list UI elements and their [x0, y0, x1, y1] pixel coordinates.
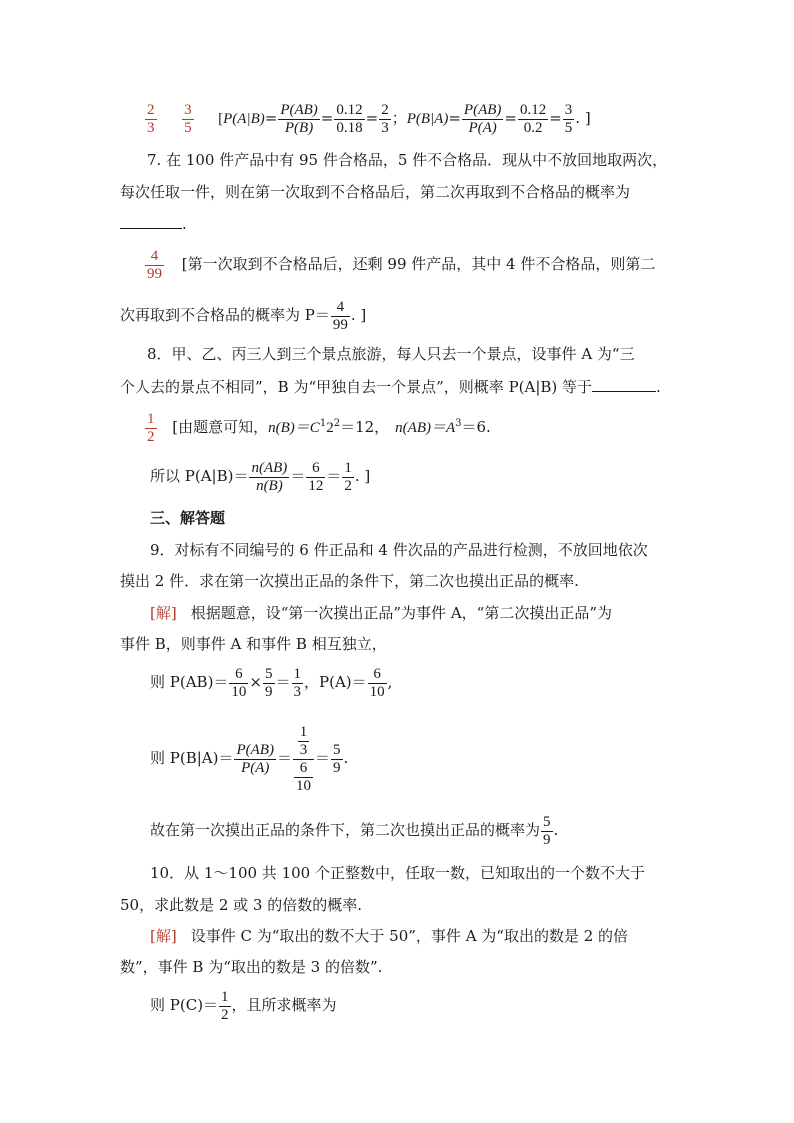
- q7-answer: $\frac{4}{99}$: [147, 247, 162, 282]
- q9-frac-pba: $\frac{P(AB)}{P(A)}$: [236, 741, 274, 776]
- q9-solution-line2: 事件 B，则事件 A 和事件 B 相互独立，: [120, 635, 387, 653]
- q9-solution-line1: [解] 根据题意，设“第一次摸出正品”为事件 A，“第二次摸出正品”为: [150, 604, 612, 622]
- q9-frac-result: $\frac{5}{9}$: [333, 741, 341, 776]
- q9-complex-frac: $\frac{\frac{1}{3}}{\frac{6}{10}}$: [293, 724, 314, 795]
- q6-answer-2: $\frac{3}{5}$: [184, 101, 192, 136]
- q9-jie-label: [解]: [150, 604, 177, 622]
- q9-frac-6-10: $\frac{6}{10}$: [231, 665, 247, 700]
- q9-frac-final: $\frac{5}{9}$: [543, 813, 551, 848]
- q7-line2: 每次任取一件，则在第一次取到不合格品后，第二次再取到不合格品的概率为: [120, 183, 631, 201]
- q10-line2: 50，求此数是 2 或 3 的倍数的概率.: [120, 896, 363, 914]
- q10-solution-line2: 数”，事件 B 为“取出的数是 3 的倍数”.: [120, 958, 383, 976]
- q10-jie-label: [解]: [150, 927, 177, 945]
- q7-answer-blank: [120, 227, 182, 229]
- q6-answer-line: $\frac{2}{3}$ $\frac{3}{5}$ [P(A|B)= $\frac{P(AB)}{P(B)}$ = $\frac{0.12}{0.18}$ = $\frac{2}{3}$ ；P(B|A)= $\frac{P(AB)}{P(A)}$ = $\frac{0.12}{0.2}$ = $\frac{3}{5}$ . ]: [147, 101, 591, 136]
- q9-solution-line4: 则 P(B|A)＝ $\frac{P(AB)}{P(A)}$ ＝ $\frac{\frac{1}{3}}{\frac{6}{10}}$ ＝ $\frac{5}{9}$ .: [150, 723, 349, 794]
- q9-line1: 9．对标有不同编号的 6 件正品和 4 件次品的产品进行检测，不放回地依次: [150, 541, 648, 559]
- q6-frac-v1: $\frac{0.12}{0.18}$: [336, 101, 363, 136]
- q6-answer-1: $\frac{2}{3}$: [147, 101, 155, 136]
- q10-solution-line3: 则 P(C)＝ $\frac{1}{2}$ ，且所求概率为: [150, 988, 337, 1023]
- q6-frac-pab: $\frac{P(AB)}{P(B)}$: [280, 101, 318, 136]
- q6-frac-r2: $\frac{3}{5}$: [564, 101, 573, 136]
- q10-frac-pc: $\frac{1}{2}$: [221, 988, 229, 1023]
- q7-line1: 7. 在 100 件产品中有 95 件合格品，5 件不合格品．现从中不放回地取两次，: [147, 151, 668, 169]
- section-title: 三、解答题: [150, 509, 226, 527]
- q9-frac-pa: $\frac{6}{10}$: [369, 665, 385, 700]
- q7-solution-frac: $\frac{4}{99}$: [332, 298, 348, 333]
- q8-frac-nab: $\frac{n(AB)}{n(B)}$: [251, 459, 288, 494]
- q8-solution-line2: 所以 P(A|B)＝ $\frac{n(AB)}{n(B)}$ ＝ $\frac{6}{12}$ ＝ $\frac{1}{2}$ . ]: [150, 459, 371, 494]
- q8-line1: 8．甲、乙、丙三人到三个景点旅游，每人只去一个景点，设事件 A 为“三: [147, 345, 635, 363]
- q6-frac-r1: $\frac{2}{3}$: [381, 101, 389, 136]
- q9-line2: 摸出 2 件．求在第一次摸出正品的条件下，第二次也摸出正品的概率.: [120, 572, 579, 590]
- q9-frac-5-9: $\frac{5}{9}$: [265, 665, 273, 700]
- q8-frac-r: $\frac{1}{2}$: [344, 459, 352, 494]
- q8-answer-blank: [592, 390, 656, 392]
- q7-solution-line2: 次再取到不合格品的概率为 P＝ $\frac{4}{99}$ . ]: [120, 298, 367, 333]
- q6-frac-v2: $\frac{0.12}{0.2}$: [519, 101, 547, 136]
- q7-line3: .: [120, 214, 187, 234]
- q10-line1: 10．从 1～100 共 100 个正整数中，任取一数，已知取出的一个数不大于: [150, 864, 645, 882]
- q9-solution-line3: 则 P(AB)＝ $\frac{6}{10}$ × $\frac{5}{9}$ ＝ $\frac{1}{3}$ ，P(A)＝ $\frac{6}{10}$ ,: [150, 665, 393, 700]
- q8-answer: $\frac{1}{2}$: [147, 410, 155, 445]
- q6-open-bracket: [: [218, 111, 224, 127]
- q8-frac-v: $\frac{6}{12}$: [308, 459, 324, 494]
- q10-solution-line1: [解] 设事件 C 为“取出的数不大于 50”，事件 A 为“取出的数是 2 的倍: [150, 927, 629, 945]
- q9-solution-line5: 故在第一次摸出正品的条件下，第二次也摸出正品的概率为 $\frac{5}{9}$ .: [150, 813, 559, 848]
- q7-solution-line1: $\frac{4}{99}$ [第一次取到不合格品后，还剩 99 件产品，其中 4 件不合格品，则第二: [147, 247, 656, 282]
- q6-frac-pba: $\frac{P(AB)}{P(A)}$: [463, 101, 502, 136]
- q8-line2: 个人去的景点不相同”，B 为“甲独自去一个景点”，则概率 P(A|B) 等于 .: [120, 378, 661, 396]
- q9-frac-1-3: $\frac{1}{3}$: [293, 665, 302, 700]
- q8-solution-line1: $\frac{1}{2}$ [由题意可知，$n(B)=C^12^2=12$， $n(AB)=A^3=6$.: [147, 410, 491, 445]
